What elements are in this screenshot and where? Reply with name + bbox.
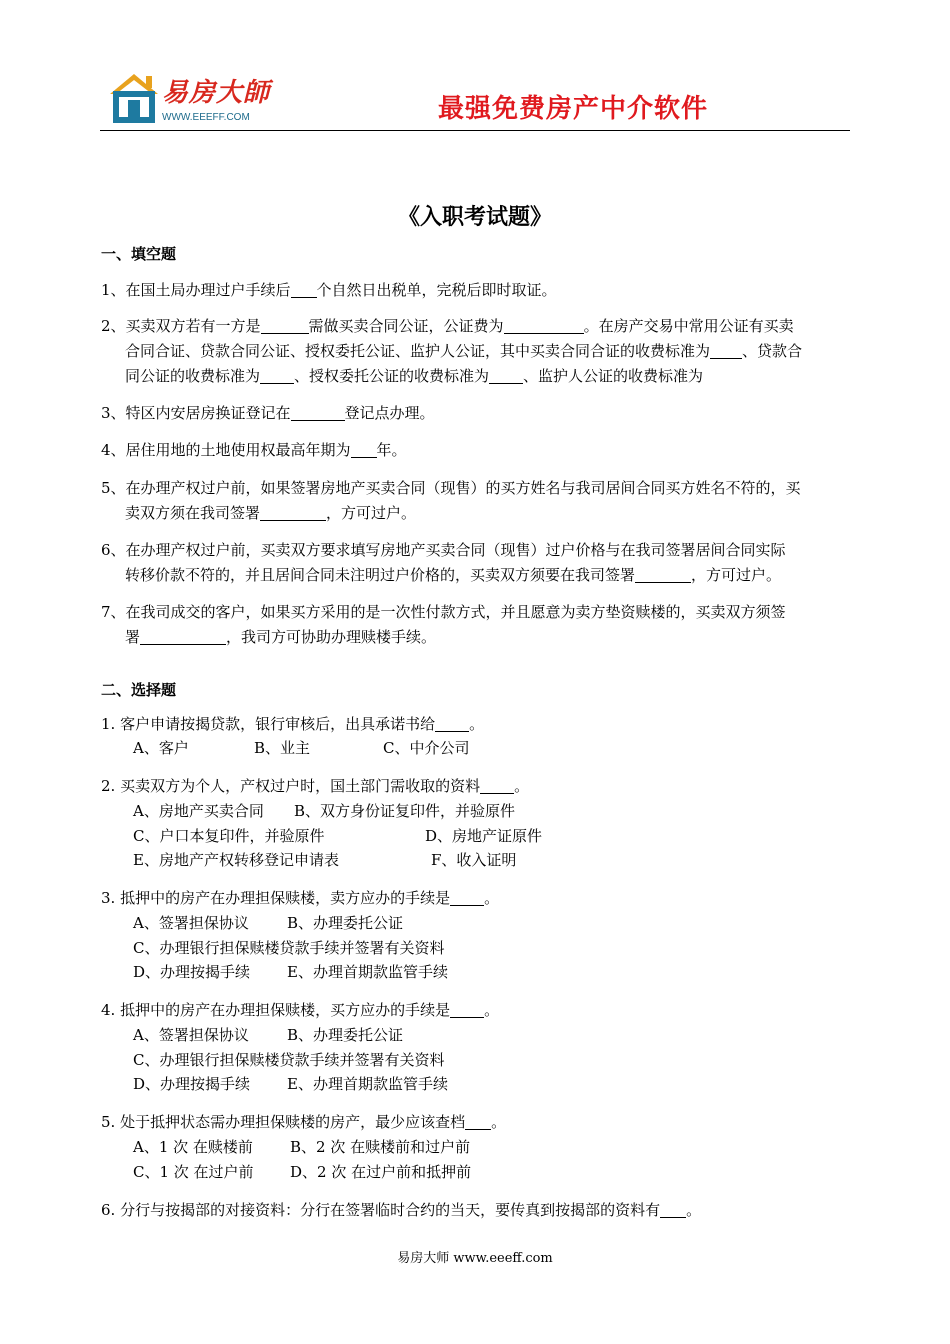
question-1-4: 4、居住用地的土地使用权最高年期为 年。	[101, 441, 407, 459]
section-heading-fill-blank: 一、填空题	[101, 245, 177, 263]
option-a: A、签署担保协议	[133, 1026, 249, 1044]
answer-blank	[450, 890, 484, 906]
header-divider	[100, 130, 850, 131]
logo-url: WWW.EEEFF.COM	[162, 112, 250, 123]
question-1-7-line2: 署 ，我司方可协助办理赎楼手续。	[125, 628, 437, 646]
option-f: F、收入证明	[431, 851, 517, 869]
question-2-3: 3. 抵押中的房产在办理担保赎楼，卖方应办的手续是 。	[101, 889, 500, 907]
option-a: A、房地产买卖合同	[133, 802, 264, 820]
answer-blank	[465, 1114, 491, 1130]
answer-blank	[635, 567, 691, 583]
option-c: C、户口本复印件，并验原件	[133, 827, 325, 845]
house-logo-icon	[106, 68, 162, 124]
question-2-4: 4. 抵押中的房产在办理担保赎楼，买方应办的手续是 。	[101, 1001, 500, 1019]
question-2-2: 2. 买卖双方为个人，产权过户时，国土部门需收取的资料 。	[101, 777, 530, 795]
logo	[106, 68, 276, 130]
option-c: C、1 次 在过户前	[133, 1163, 254, 1181]
answer-blank	[489, 368, 523, 384]
question-1-3: 3、特区内安居房换证登记在 登记点办理。	[101, 404, 435, 422]
question-1-5-line1: 5、在办理产权过户前，如果签署房地产买卖合同（现售）的买方姓名与我司居间合同买方姓名不符的，买	[101, 479, 801, 497]
option-b: B、双方身份证复印件，并验原件	[294, 802, 516, 820]
option-b: B、业主	[254, 739, 311, 757]
option-b: B、办理委托公证	[287, 914, 404, 932]
answer-blank	[450, 1002, 484, 1018]
question-1-6-line1: 6、在办理产权过户前，买卖双方要求填写房地产买卖合同（现售）过户价格与在我司签署居间合同实际	[101, 541, 786, 559]
option-b: B、办理委托公证	[287, 1026, 404, 1044]
option-e: E、房地产产权转移登记申请表	[133, 851, 339, 869]
answer-blank	[261, 318, 309, 334]
option-a: A、客户	[133, 739, 189, 757]
question-1-7-line1: 7、在我司成交的客户，如果买方采用的是一次性付款方式，并且愿意为卖方垫资赎楼的，买卖双方须签	[101, 603, 786, 621]
answer-blank	[504, 318, 584, 334]
question-1-2-line3: 同公证的收费标准为 、授权委托公证的收费标准为 、监护人公证的收费标准为	[125, 367, 704, 385]
answer-blank	[435, 716, 469, 732]
option-a: A、1 次 在赎楼前	[133, 1138, 253, 1156]
option-a: A、签署担保协议	[133, 914, 249, 932]
answer-blank	[260, 505, 326, 521]
option-e: E、办理首期款监管手续	[287, 1075, 448, 1093]
answer-blank	[291, 405, 345, 421]
answer-blank	[260, 368, 294, 384]
slogan: 最强免费房产中介软件	[437, 94, 708, 124]
option-d: D、房地产证原件	[425, 827, 543, 845]
logo-name: 易房大師	[162, 78, 271, 108]
question-2-6: 6. 分行与按揭部的对接资料：分行在签署临时合约的当天，要传真到按揭部的资料有 。	[101, 1201, 702, 1219]
option-e: E、办理首期款监管手续	[287, 963, 448, 981]
answer-blank	[140, 629, 226, 645]
page-title: 《入职考试题》	[397, 205, 552, 230]
option-b: B、2 次 在赎楼前和过户前	[290, 1138, 471, 1156]
option-d: D、办理按揭手续	[133, 963, 251, 981]
question-1-6-line2: 转移价款不符的，并且居间合同未注明过户价格的，买卖双方须要在我司签署 ，方可过户。	[125, 566, 782, 584]
question-1-2-line1: 2、买卖双方若有一方是 需做买卖合同公证，公证费为 。在房产交易中常用公证有买卖	[101, 317, 794, 335]
page-header	[100, 60, 850, 132]
option-c: C、中介公司	[383, 739, 470, 757]
option-c: C、办理银行担保赎楼贷款手续并签署有关资料	[133, 939, 445, 957]
option-c: C、办理银行担保赎楼贷款手续并签署有关资料	[133, 1051, 445, 1069]
question-2-1: 1. 客户申请按揭贷款，银行审核后，出具承诺书给 。	[101, 715, 485, 733]
question-1-1: 1、在国土局办理过户手续后 个自然日出税单，完税后即时取证。	[101, 281, 557, 299]
option-d: D、办理按揭手续	[133, 1075, 251, 1093]
answer-blank	[480, 778, 514, 794]
question-2-5: 5. 处于抵押状态需办理担保赎楼的房产，最少应该查档 。	[101, 1113, 507, 1131]
question-1-2-line2: 合同合证、贷款合同公证、授权委托公证、监护人公证，其中买卖合同合证的收费标准为 、贷款合	[125, 342, 803, 360]
page-footer: 易房大师 www.eeeff.com	[397, 1251, 553, 1266]
answer-blank	[351, 442, 377, 458]
question-1-5-line2: 卖双方须在我司签署 ，方可过户。	[125, 504, 417, 522]
section-heading-multiple-choice: 二、选择题	[101, 681, 177, 699]
answer-blank	[710, 343, 742, 359]
option-d: D、2 次 在过户前和抵押前	[290, 1163, 472, 1181]
answer-blank	[291, 282, 317, 298]
answer-blank	[660, 1202, 686, 1218]
